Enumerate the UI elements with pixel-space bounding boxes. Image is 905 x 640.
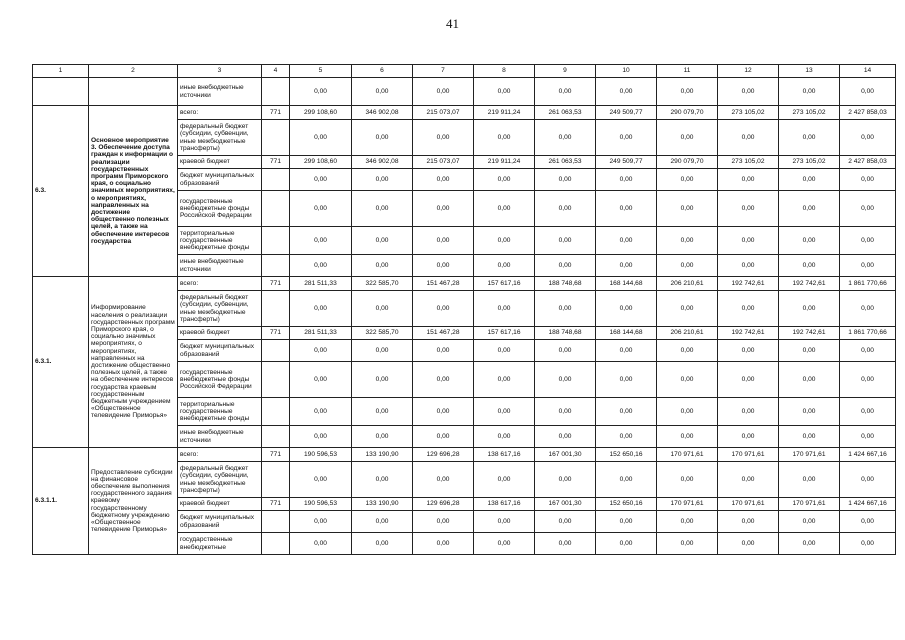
value-cell: 0,00	[535, 191, 596, 227]
value-cell: 206 210,61	[657, 277, 718, 291]
value-cell: 0,00	[718, 255, 779, 277]
value-cell: 261 063,53	[535, 106, 596, 120]
code-cell	[262, 291, 290, 327]
value-cell: 0,00	[290, 511, 352, 533]
column-header: 8	[474, 65, 535, 78]
source-cell: федеральный бюджет (субсидии, субвенции, иные межбюджетные трансферты)	[178, 462, 262, 498]
table-row	[33, 106, 896, 120]
value-cell: 0,00	[352, 511, 413, 533]
value-cell: 0,00	[474, 191, 535, 227]
value-cell: 0,00	[474, 255, 535, 277]
value-cell: 151 467,28	[413, 327, 474, 340]
value-cell: 188 748,68	[535, 327, 596, 340]
table-body	[33, 65, 896, 555]
value-cell: 0,00	[718, 533, 779, 555]
source-cell: государственные внебюджетные фонды Российской Федерации	[178, 362, 262, 398]
value-cell: 2 427 858,03	[840, 156, 896, 169]
value-cell: 0,00	[413, 398, 474, 426]
value-cell: 0,00	[779, 191, 840, 227]
value-cell: 0,00	[657, 78, 718, 106]
value-cell: 0,00	[596, 120, 657, 156]
value-cell: 0,00	[596, 291, 657, 327]
value-cell: 0,00	[290, 78, 352, 106]
value-cell: 0,00	[413, 78, 474, 106]
value-cell: 0,00	[413, 533, 474, 555]
value-cell: 0,00	[290, 255, 352, 277]
value-cell: 0,00	[352, 533, 413, 555]
value-cell: 0,00	[596, 340, 657, 362]
source-cell: федеральный бюджет (субсидии, субвенции, иные межбюджетные трансферты)	[178, 291, 262, 327]
value-cell: 0,00	[413, 462, 474, 498]
code-cell	[262, 533, 290, 555]
value-cell: 0,00	[413, 426, 474, 448]
value-cell: 0,00	[840, 398, 896, 426]
value-cell: 0,00	[657, 255, 718, 277]
value-cell: 138 617,16	[474, 448, 535, 462]
source-cell: федеральный бюджет (субсидии, субвенции, иные межбюджетные трансферты)	[178, 120, 262, 156]
value-cell: 0,00	[290, 120, 352, 156]
value-cell: 273 105,02	[779, 106, 840, 120]
value-cell: 0,00	[535, 511, 596, 533]
value-cell: 0,00	[779, 511, 840, 533]
value-cell: 0,00	[290, 291, 352, 327]
value-cell: 190 596,53	[290, 498, 352, 511]
value-cell: 0,00	[535, 533, 596, 555]
value-cell: 0,00	[535, 291, 596, 327]
code-cell: 771	[262, 327, 290, 340]
code-cell	[262, 191, 290, 227]
value-cell: 0,00	[413, 191, 474, 227]
value-cell: 0,00	[596, 511, 657, 533]
value-cell: 215 073,07	[413, 106, 474, 120]
value-cell: 273 105,02	[718, 106, 779, 120]
value-cell: 0,00	[596, 255, 657, 277]
value-cell: 0,00	[290, 462, 352, 498]
column-header: 14	[840, 65, 896, 78]
code-cell	[262, 462, 290, 498]
value-cell: 0,00	[657, 398, 718, 426]
value-cell: 290 079,70	[657, 106, 718, 120]
source-cell: государственные внебюджетные фонды Российской Федерации	[178, 191, 262, 227]
value-cell: 0,00	[718, 227, 779, 255]
value-cell: 0,00	[840, 511, 896, 533]
column-header: 5	[290, 65, 352, 78]
value-cell: 0,00	[657, 227, 718, 255]
value-cell: 0,00	[290, 169, 352, 191]
value-cell: 0,00	[840, 291, 896, 327]
value-cell: 129 696,28	[413, 498, 474, 511]
value-cell: 0,00	[352, 255, 413, 277]
index-cell	[33, 78, 89, 106]
value-cell: 0,00	[779, 462, 840, 498]
code-cell	[262, 511, 290, 533]
value-cell: 0,00	[657, 169, 718, 191]
column-header: 10	[596, 65, 657, 78]
value-cell: 0,00	[474, 291, 535, 327]
value-cell: 0,00	[779, 398, 840, 426]
value-cell: 346 902,08	[352, 156, 413, 169]
value-cell: 0,00	[718, 462, 779, 498]
source-cell: территориальные государственные внебюджетные фонды	[178, 398, 262, 426]
value-cell: 188 748,68	[535, 277, 596, 291]
value-cell: 249 509,77	[596, 156, 657, 169]
value-cell: 170 971,61	[657, 498, 718, 511]
value-cell: 0,00	[779, 340, 840, 362]
value-cell: 0,00	[779, 169, 840, 191]
code-cell: 771	[262, 448, 290, 462]
value-cell: 0,00	[290, 398, 352, 426]
value-cell: 346 902,08	[352, 106, 413, 120]
value-cell: 322 585,70	[352, 327, 413, 340]
table-row	[33, 78, 896, 106]
value-cell: 0,00	[657, 362, 718, 398]
code-cell: 771	[262, 106, 290, 120]
value-cell: 0,00	[718, 362, 779, 398]
section-index: 6.3.	[33, 106, 89, 277]
value-cell: 219 911,24	[474, 156, 535, 169]
value-cell: 138 617,16	[474, 498, 535, 511]
value-cell: 0,00	[413, 511, 474, 533]
column-header: 2	[89, 65, 178, 78]
value-cell: 0,00	[474, 426, 535, 448]
code-cell	[262, 120, 290, 156]
table-row	[33, 277, 896, 291]
value-cell: 0,00	[352, 291, 413, 327]
value-cell: 1 861 770,66	[840, 327, 896, 340]
value-cell: 0,00	[840, 340, 896, 362]
value-cell: 2 427 858,03	[840, 106, 896, 120]
value-cell: 0,00	[596, 426, 657, 448]
code-cell	[262, 255, 290, 277]
value-cell: 0,00	[413, 362, 474, 398]
source-cell: краевой бюджет	[178, 498, 262, 511]
source-cell: краевой бюджет	[178, 327, 262, 340]
value-cell: 1 424 667,16	[840, 498, 896, 511]
value-cell: 192 742,61	[718, 327, 779, 340]
value-cell: 0,00	[596, 191, 657, 227]
value-cell: 0,00	[290, 340, 352, 362]
value-cell: 0,00	[413, 255, 474, 277]
value-cell: 249 509,77	[596, 106, 657, 120]
section-title: Предоставление субсидии на финансовое обеспечение выполнения государственного задания краевому государственному бюджетному учреждению «Общественное телевидение Приморья»	[89, 448, 178, 555]
value-cell: 0,00	[657, 120, 718, 156]
value-cell: 0,00	[840, 120, 896, 156]
value-cell: 0,00	[779, 533, 840, 555]
column-header: 7	[413, 65, 474, 78]
value-cell: 0,00	[290, 362, 352, 398]
value-cell: 168 144,68	[596, 277, 657, 291]
code-cell: 771	[262, 156, 290, 169]
value-cell: 0,00	[474, 227, 535, 255]
section-index: 6.3.1.	[33, 277, 89, 448]
value-cell: 170 971,61	[657, 448, 718, 462]
source-cell: иные внебюджетные источники	[178, 255, 262, 277]
value-cell: 170 971,61	[718, 498, 779, 511]
value-cell: 152 650,16	[596, 498, 657, 511]
value-cell: 0,00	[290, 191, 352, 227]
value-cell: 1 861 770,66	[840, 277, 896, 291]
value-cell: 0,00	[596, 227, 657, 255]
value-cell: 0,00	[352, 169, 413, 191]
column-header: 12	[718, 65, 779, 78]
value-cell: 167 001,30	[535, 448, 596, 462]
value-cell: 0,00	[718, 398, 779, 426]
source-cell: иные внебюджетные источники	[178, 78, 262, 106]
source-cell: всего:	[178, 106, 262, 120]
value-cell: 0,00	[474, 169, 535, 191]
value-cell: 0,00	[535, 78, 596, 106]
value-cell: 157 617,16	[474, 277, 535, 291]
value-cell: 0,00	[840, 227, 896, 255]
source-cell: краевой бюджет	[178, 156, 262, 169]
value-cell: 0,00	[657, 511, 718, 533]
value-cell: 273 105,02	[718, 156, 779, 169]
code-cell	[262, 227, 290, 255]
column-header: 6	[352, 65, 413, 78]
value-cell: 0,00	[352, 227, 413, 255]
value-cell: 0,00	[352, 362, 413, 398]
value-cell: 151 467,28	[413, 277, 474, 291]
value-cell: 0,00	[474, 511, 535, 533]
value-cell: 0,00	[657, 426, 718, 448]
value-cell: 0,00	[535, 340, 596, 362]
value-cell: 170 971,61	[779, 498, 840, 511]
value-cell: 0,00	[535, 398, 596, 426]
value-cell: 0,00	[779, 78, 840, 106]
value-cell: 0,00	[413, 340, 474, 362]
value-cell: 281 511,33	[290, 327, 352, 340]
value-cell: 0,00	[840, 462, 896, 498]
value-cell: 170 971,61	[718, 448, 779, 462]
value-cell: 0,00	[474, 340, 535, 362]
value-cell: 0,00	[596, 78, 657, 106]
value-cell: 290 079,70	[657, 156, 718, 169]
value-cell: 0,00	[779, 426, 840, 448]
column-header: 3	[178, 65, 262, 78]
value-cell: 0,00	[657, 533, 718, 555]
value-cell: 273 105,02	[779, 156, 840, 169]
table-row	[33, 448, 896, 462]
value-cell: 0,00	[352, 120, 413, 156]
value-cell: 0,00	[779, 291, 840, 327]
value-cell: 0,00	[718, 426, 779, 448]
value-cell: 0,00	[535, 362, 596, 398]
value-cell: 0,00	[657, 191, 718, 227]
value-cell: 322 585,70	[352, 277, 413, 291]
value-cell: 0,00	[290, 533, 352, 555]
value-cell: 299 108,60	[290, 106, 352, 120]
value-cell: 0,00	[718, 169, 779, 191]
value-cell: 0,00	[596, 398, 657, 426]
value-cell: 0,00	[535, 120, 596, 156]
section-title: Информирование населения о реализации государственных программ Приморского края, о социально значимых мероприятиях, о мероприятиях, направленных на достижение общественно полезных целей, а также на обеспечение интересов государства краевым государственным бюджетным учреждением «Общественное телевидение Приморья»	[89, 277, 178, 448]
column-header: 11	[657, 65, 718, 78]
value-cell: 0,00	[413, 120, 474, 156]
section-title: Основное мероприятие 3. Обеспечение доступа граждан к информации о реализации государственных программ Приморского края, о социально значимых мероприятиях, о мероприятиях, направленных на достижение общественно полезных целей, а также на обеспечение интересов государства	[89, 106, 178, 277]
source-cell: бюджет муниципальных образований	[178, 169, 262, 191]
value-cell: 0,00	[352, 340, 413, 362]
section-index: 6.3.1.1.	[33, 448, 89, 555]
value-cell: 206 210,61	[657, 327, 718, 340]
value-cell: 0,00	[535, 169, 596, 191]
value-cell: 152 650,16	[596, 448, 657, 462]
value-cell: 0,00	[535, 462, 596, 498]
value-cell: 190 596,53	[290, 448, 352, 462]
value-cell: 0,00	[840, 533, 896, 555]
value-cell: 0,00	[657, 291, 718, 327]
code-cell	[262, 362, 290, 398]
value-cell: 133 190,90	[352, 498, 413, 511]
value-cell: 0,00	[840, 169, 896, 191]
value-cell: 0,00	[596, 362, 657, 398]
code-cell	[262, 169, 290, 191]
value-cell: 129 696,28	[413, 448, 474, 462]
value-cell: 133 190,90	[352, 448, 413, 462]
value-cell: 0,00	[290, 426, 352, 448]
value-cell: 192 742,61	[718, 277, 779, 291]
value-cell: 0,00	[596, 169, 657, 191]
column-header: 1	[33, 65, 89, 78]
value-cell: 0,00	[352, 191, 413, 227]
column-header: 9	[535, 65, 596, 78]
value-cell: 215 073,07	[413, 156, 474, 169]
value-cell: 0,00	[596, 462, 657, 498]
value-cell: 0,00	[352, 78, 413, 106]
value-cell: 0,00	[474, 362, 535, 398]
value-cell: 0,00	[779, 255, 840, 277]
header-row	[33, 65, 896, 78]
value-cell: 0,00	[840, 426, 896, 448]
value-cell: 0,00	[474, 398, 535, 426]
value-cell: 0,00	[352, 398, 413, 426]
value-cell: 0,00	[718, 340, 779, 362]
code-cell: 771	[262, 498, 290, 511]
code-cell	[262, 340, 290, 362]
value-cell: 0,00	[413, 291, 474, 327]
value-cell: 0,00	[657, 462, 718, 498]
value-cell: 0,00	[718, 291, 779, 327]
source-cell: иные внебюджетные источники	[178, 426, 262, 448]
value-cell: 0,00	[474, 533, 535, 555]
source-cell: всего:	[178, 277, 262, 291]
title-cell	[89, 78, 178, 106]
value-cell: 0,00	[718, 78, 779, 106]
value-cell: 0,00	[474, 78, 535, 106]
value-cell: 0,00	[718, 511, 779, 533]
value-cell: 167 001,30	[535, 498, 596, 511]
code-cell	[262, 398, 290, 426]
value-cell: 281 511,33	[290, 277, 352, 291]
value-cell: 0,00	[474, 462, 535, 498]
column-header: 4	[262, 65, 290, 78]
value-cell: 0,00	[596, 533, 657, 555]
code-cell	[262, 78, 290, 106]
page-number: 41	[446, 16, 459, 31]
value-cell: 0,00	[840, 362, 896, 398]
value-cell: 0,00	[474, 120, 535, 156]
value-cell: 0,00	[779, 362, 840, 398]
source-cell: бюджет муниципальных образований	[178, 511, 262, 533]
source-cell: бюджет муниципальных образований	[178, 340, 262, 362]
budget-table	[32, 64, 896, 555]
value-cell: 0,00	[840, 78, 896, 106]
value-cell: 299 108,60	[290, 156, 352, 169]
value-cell: 0,00	[840, 191, 896, 227]
source-cell: территориальные государственные внебюджетные фонды	[178, 227, 262, 255]
value-cell: 0,00	[779, 227, 840, 255]
value-cell: 0,00	[718, 191, 779, 227]
value-cell: 192 742,61	[779, 327, 840, 340]
value-cell: 0,00	[352, 462, 413, 498]
code-cell: 771	[262, 277, 290, 291]
value-cell: 170 971,61	[779, 448, 840, 462]
value-cell: 0,00	[413, 169, 474, 191]
value-cell: 0,00	[535, 255, 596, 277]
value-cell: 1 424 667,16	[840, 448, 896, 462]
code-cell	[262, 426, 290, 448]
value-cell: 261 063,53	[535, 156, 596, 169]
value-cell: 192 742,61	[779, 277, 840, 291]
value-cell: 0,00	[535, 426, 596, 448]
value-cell: 0,00	[413, 227, 474, 255]
column-header: 13	[779, 65, 840, 78]
value-cell: 0,00	[779, 120, 840, 156]
value-cell: 157 617,16	[474, 327, 535, 340]
value-cell: 0,00	[290, 227, 352, 255]
value-cell: 219 911,24	[474, 106, 535, 120]
value-cell: 0,00	[840, 255, 896, 277]
value-cell: 168 144,68	[596, 327, 657, 340]
value-cell: 0,00	[657, 340, 718, 362]
value-cell: 0,00	[535, 227, 596, 255]
source-cell: всего:	[178, 448, 262, 462]
value-cell: 0,00	[352, 426, 413, 448]
value-cell: 0,00	[718, 120, 779, 156]
source-cell: государственные внебюджетные	[178, 533, 262, 555]
